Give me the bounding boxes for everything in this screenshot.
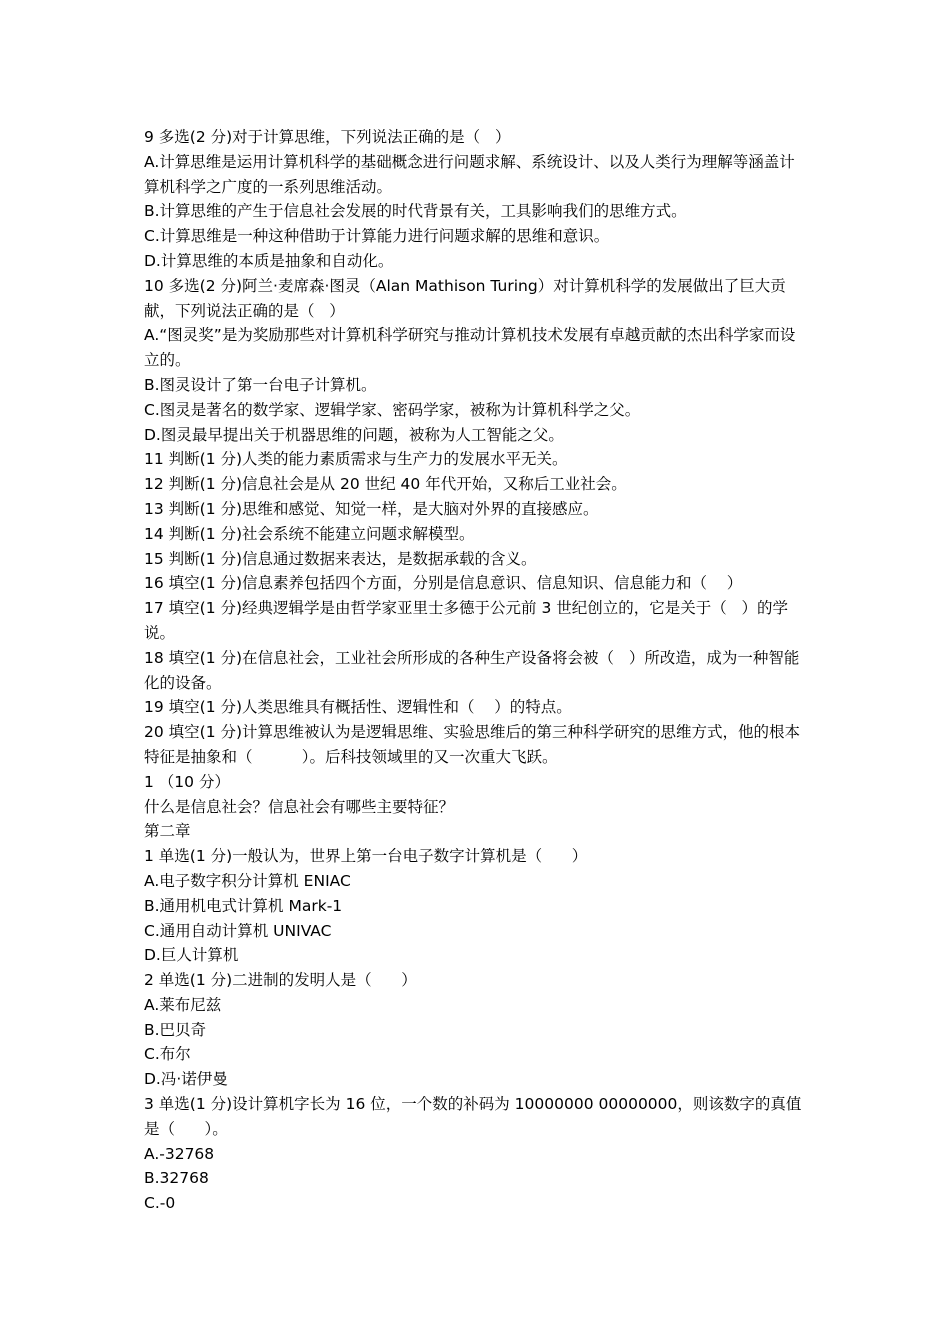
question-14: 14 判断(1 分)社会系统不能建立问题求解模型。: [144, 524, 475, 543]
ch2-question-2-stem: 2 单选(1 分)二进制的发明人是（ ）: [144, 971, 417, 990]
question-10-option-b: B.图灵设计了第一台电子计算机。: [144, 375, 377, 394]
question-19: 19 填空(1 分)人类思维具有概括性、逻辑性和（ ）的特点。: [144, 698, 572, 717]
question-18: 18 填空(1 分)在信息社会，工业社会所形成的各种生产设备将会被（ ）所改造，成为一种智能化的设备。: [144, 648, 800, 692]
question-20: 20 填空(1 分)计算思维被认为是逻辑思维、实验思维后的第三种科学研究的思维方式，他的根本特征是抽象和（ ）。后科技领域里的又一次重大飞跃。: [144, 723, 801, 766]
question-10-option-a: A.“图灵奖”是为奖励那些对计算机科学研究与推动计算机技术发展有卓越贡献的杰出科学家而设立的。: [144, 326, 796, 370]
question-9-option-c: C.计算思维是一种这种借助于计算能力进行问题求解的思维和意识。: [144, 227, 610, 246]
question-12: 12 判断(1 分)信息社会是从 20 世纪 40 年代开始，又称后工业社会。: [144, 475, 627, 494]
ch2-question-2-option-a: A.莱布尼兹: [144, 995, 222, 1014]
question-9-option-a: A.计算思维是运用计算机科学的基础概念进行问题求解、系统设计、以及人类行为理解等涵盖计算机科学之广度的一系列思维活动。: [144, 152, 795, 196]
chapter-heading: 第二章: [144, 822, 191, 841]
essay-1-heading: 1 （10 分）: [144, 772, 230, 791]
question-9-option-b: B.计算思维的产生于信息社会发展的时代背景有关，工具影响我们的思维方式。: [144, 202, 687, 221]
ch2-question-2-option-c: C.布尔: [144, 1045, 191, 1064]
ch2-question-1-option-a: A.电子数字积分计算机 ENIAC: [144, 871, 351, 890]
ch2-question-1-option-c: C.通用自动计算机 UNIVAC: [144, 921, 332, 940]
question-10-option-c: C.图灵是著名的数学家、逻辑学家、密码学家，被称为计算机科学之父。: [144, 400, 641, 419]
ch2-question-2-option-d: D.冯·诺伊曼: [144, 1070, 228, 1089]
question-13: 13 判断(1 分)思维和感觉、知觉一样，是大脑对外界的直接感应。: [144, 499, 599, 518]
ch2-question-1-option-b: B.通用机电式计算机 Mark-1: [144, 896, 343, 915]
question-10-option-d: D.图灵最早提出关于机器思维的问题，被称为人工智能之父。: [144, 425, 564, 444]
document-body: [144, 125, 810, 1216]
ch2-question-3-stem: 3 单选(1 分)设计算机字长为 16 位，一个数的补码为 10000000 00000000，则该数字的真值是（ ）。: [144, 1095, 802, 1138]
question-16: 16 填空(1 分)信息素养包括四个方面，分别是信息意识、信息知识、信息能力和（ ）: [144, 574, 743, 593]
ch2-question-1-stem: 1 单选(1 分)一般认为，世界上第一台电子数字计算机是（ ）: [144, 847, 588, 866]
ch2-question-2-option-b: B.巴贝奇: [144, 1020, 207, 1039]
ch2-question-3-option-c: C.-0: [144, 1194, 176, 1213]
essay-1-question: 什么是信息社会？信息社会有哪些主要特征？: [144, 797, 455, 816]
question-11: 11 判断(1 分)人类的能力素质需求与生产力的发展水平无关。: [144, 450, 568, 469]
ch2-question-3-option-a: A.-32768: [144, 1144, 215, 1163]
ch2-question-3-option-b: B.32768: [144, 1169, 209, 1188]
question-15: 15 判断(1 分)信息通过数据来表达，是数据承载的含义。: [144, 549, 537, 568]
question-9-stem: 9 多选(2 分)对于计算思维，下列说法正确的是（ ）: [144, 128, 511, 146]
question-17: 17 填空(1 分)经典逻辑学是由哲学家亚里士多德于公元前 3 世纪创立的，它是关于（ ）的学说。: [144, 599, 789, 642]
ch2-question-1-option-d: D.巨人计算机: [144, 946, 239, 965]
question-9-option-d: D.计算思维的本质是抽象和自动化。: [144, 251, 394, 270]
question-10-stem: 10 多选(2 分)阿兰·麦席森·图灵（Alan Mathison Turing）对计算机科学的发展做出了巨大贡献，下列说法正确的是（ ）: [144, 276, 786, 320]
